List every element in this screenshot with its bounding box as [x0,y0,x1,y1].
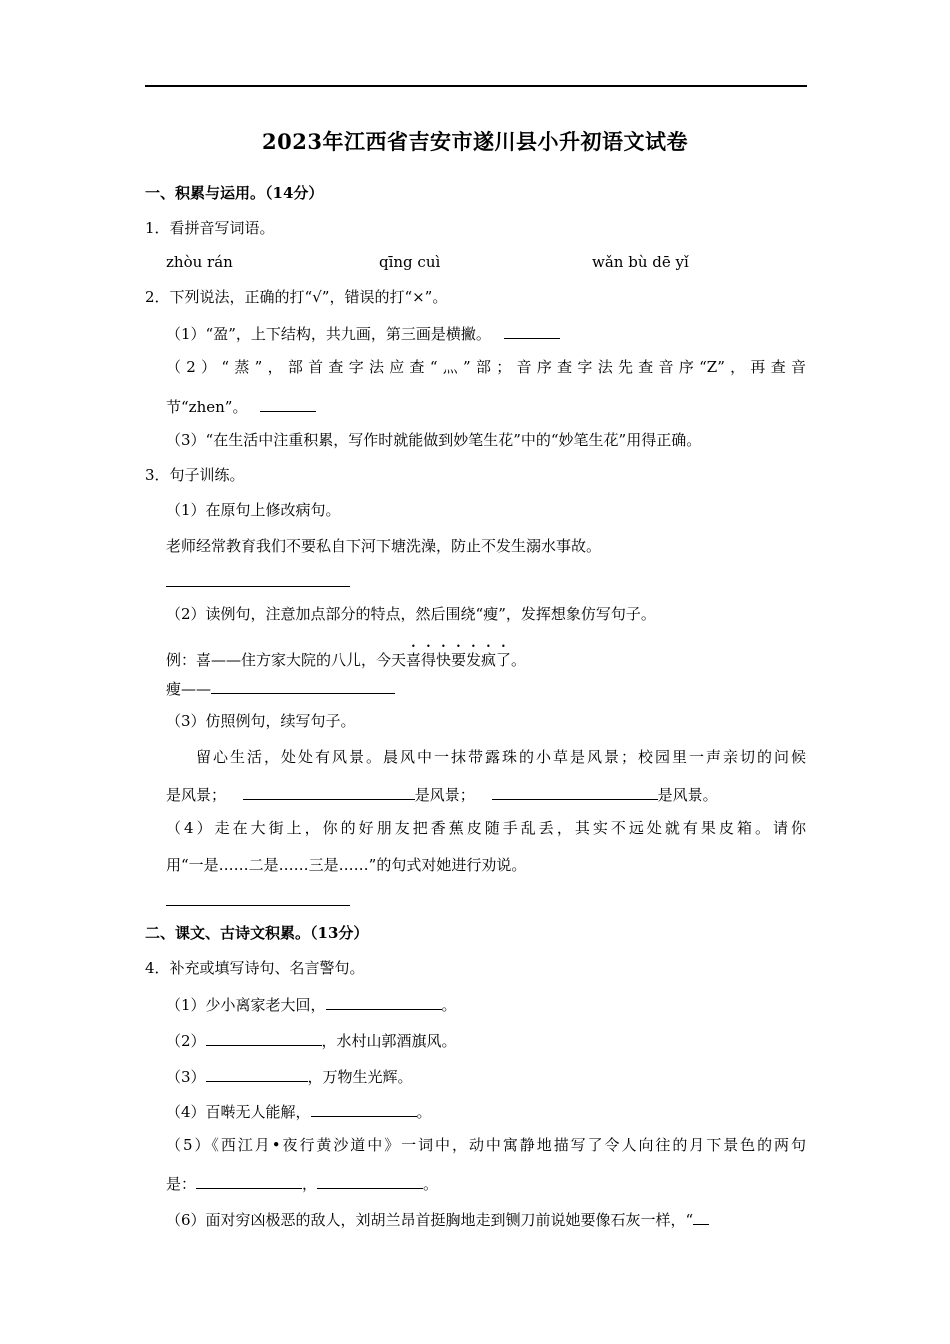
answer-line-3-1[interactable] [166,586,350,587]
imitation-prefix: 瘦—— [166,680,212,698]
question-2-stem: 2．下列说法，正确的打“√”，错误的打“×”。 [145,288,448,306]
question-3-sub-3: （3）仿照例句，续写句子。 [166,712,356,730]
top-divider [145,85,807,87]
poem-text-end: 。 [441,996,457,1014]
answer-blank-3-3b[interactable] [492,783,658,800]
answer-blank-3-2[interactable] [211,677,395,694]
poem-text-end: 。 [423,1175,439,1193]
question-3-stem: 3．句子训练。 [145,466,245,484]
dotted-phrase: 喜得快要发疯了 [406,651,512,669]
scenery-text-c: 是风景。 [657,786,718,804]
faulty-sentence: 老师经常教育我们不要私自下河下塘洗澡，防止不发生溺水事故。 [166,537,602,555]
question-3-sub-4-line-1: （4）走在大街上，你的好朋友把香蕉皮随手乱丢，其实不远处就有果皮箱。请你 [166,819,806,837]
scenery-passage-line-1: 留心生活，处处有风景。晨风中一抹带露珠的小草是风景；校园里一声亲切的问候 [196,748,806,766]
scenery-text-b: 是风景； [414,786,475,804]
question-2-item-1 [166,322,560,344]
poem-text-end: 。 [416,1103,432,1121]
poem-text: ，万物生光辉。 [307,1068,413,1086]
poem-blank-5b[interactable] [317,1172,423,1189]
example-text: 例：喜——住方家大院的八儿，今天 [166,651,407,669]
question-3-sub-2: （2）读例句，注意加点部分的特点，然后围绕“瘦”，发挥想象仿写句子。 [166,605,656,623]
poem-item-6-line-1 [166,1208,709,1230]
poem-text: （1）少小离家老大回， [166,996,326,1014]
poem-blank-1[interactable] [326,993,442,1010]
poem-label: （3） [166,1068,206,1086]
poem-item-5-line-1: （5）《西江月•夜行黄沙道中》一词中，动中寓静地描写了令人向往的月下景色的两句 [166,1136,806,1154]
question-2-item-3: （3）“在生活中注重积累，写作时就能做到妙笔生花”中的“妙笔生花”用得正确。 [166,431,702,449]
scenery-text-a: 是风景； [166,786,227,804]
page-title: 2023年江西省吉安市遂川县小升初语文试卷 [262,129,688,154]
poem-item-1 [166,993,457,1015]
poem-blank-3[interactable] [206,1065,308,1082]
poem-text: （4）百啭无人能解， [166,1103,311,1121]
pinyin-3: wǎn bù dē yǐ [592,253,689,271]
poem-text: ，水村山郭酒旗风。 [321,1032,457,1050]
question-2-item-2-line-1: （2）“蒸”，部首查字法应查“灬”部；音序查字法先查音序“Z”，再查音 [166,358,806,376]
scenery-passage-line-2 [166,783,718,805]
poem-text: ， [302,1175,318,1193]
question-2-item-2-line-2 [166,395,316,417]
answer-line-3-4[interactable] [166,905,350,906]
poem-item-4 [166,1100,432,1122]
poem-text: （6）面对穷凶极恶的敌人，刘胡兰昂首挺胸地走到铡刀前说她要像石灰一样，“ [166,1211,694,1229]
imitation-line [166,677,395,699]
question-4-stem: 4．补充或填写诗句、名言警句。 [145,959,365,977]
poem-blank-4[interactable] [311,1100,417,1117]
poem-item-5-line-2 [166,1172,438,1194]
question-1-stem: 1．看拼音写词语。 [145,219,275,237]
item-text: （1）“盈”，上下结构，共九画，第三画是横撇。 [166,325,491,343]
answer-blank-3-3a[interactable] [243,783,415,800]
poem-blank-6[interactable] [693,1208,709,1225]
judge-blank-1[interactable] [504,322,560,339]
example-sentence [166,642,526,670]
question-3-sub-4-line-2: 用“一是……二是……三是……”的句式对她进行劝说。 [166,856,527,874]
poem-item-2 [166,1029,457,1051]
poem-blank-5a[interactable] [196,1172,302,1189]
section-heading-2: 二、课文、古诗文积累。（13分） [145,924,369,942]
example-text-end: 。 [511,651,527,669]
poem-label: （2） [166,1032,206,1050]
pinyin-2: qīng cuì [379,253,441,271]
poem-blank-2[interactable] [206,1029,322,1046]
pinyin-1: zhòu rán [166,253,233,271]
item-text: 节“zhen”。 [166,398,248,416]
judge-blank-2[interactable] [260,395,316,412]
question-3-sub-1: （1）在原句上修改病句。 [166,501,341,519]
section-heading-1: 一、积累与运用。（14分） [145,184,324,202]
poem-item-3 [166,1065,413,1087]
poem-text: 是： [166,1175,197,1193]
